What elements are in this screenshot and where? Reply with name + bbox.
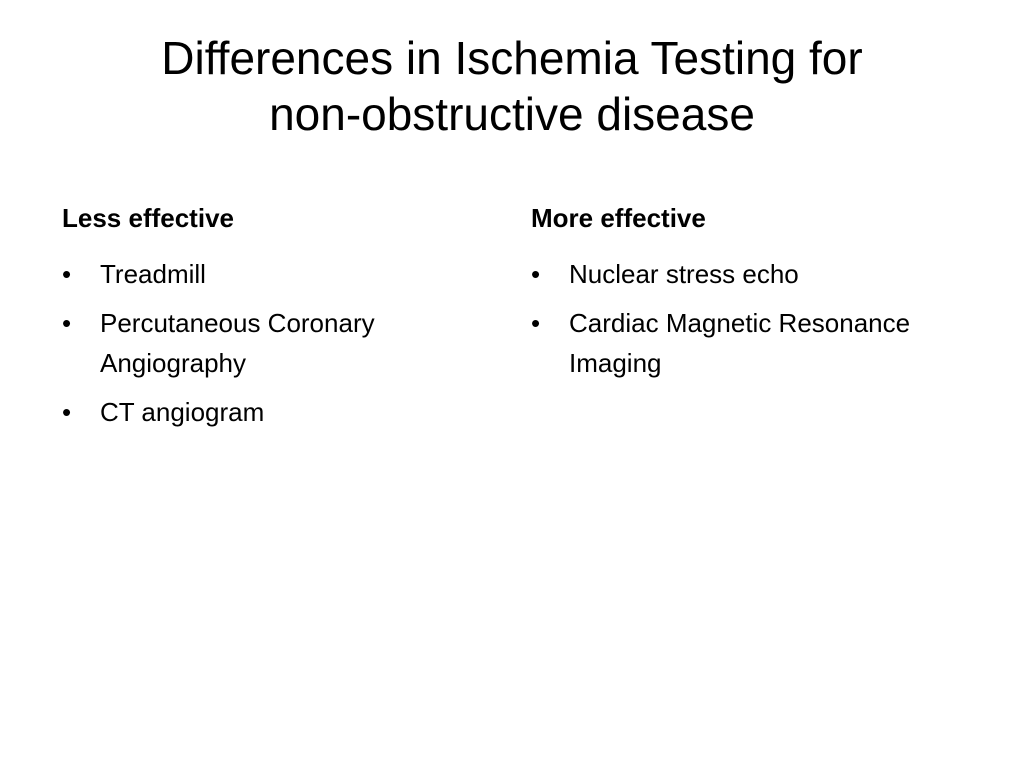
list-item [62,392,482,432]
list-item [62,254,482,294]
bullet-icon: • [531,259,541,289]
list-item [531,303,951,383]
more-effective-list [531,254,951,383]
less-effective-column [62,200,482,441]
more-effective-column [531,200,951,392]
list-item-text: Cardiac Magnetic Resonance Imaging [569,308,911,378]
title-line-1: Differences in Ischemia Testing for [161,32,863,84]
list-item-text: CT angiogram [100,397,265,427]
bullet-icon: • [62,397,72,427]
bullet-icon: • [531,308,541,338]
more-effective-heading: More effective [531,203,706,233]
list-item [62,303,482,383]
less-effective-list [62,254,482,432]
slide-title [50,30,974,142]
bullet-icon: • [62,308,72,338]
title-line-2: non-obstructive disease [269,88,755,140]
list-item-text: Percutaneous Coronary Angiography [100,308,375,378]
list-item-text: Nuclear stress echo [569,259,799,289]
list-item [531,254,951,294]
bullet-icon: • [62,259,72,289]
list-item-text: Treadmill [100,259,206,289]
less-effective-heading: Less effective [62,203,234,233]
